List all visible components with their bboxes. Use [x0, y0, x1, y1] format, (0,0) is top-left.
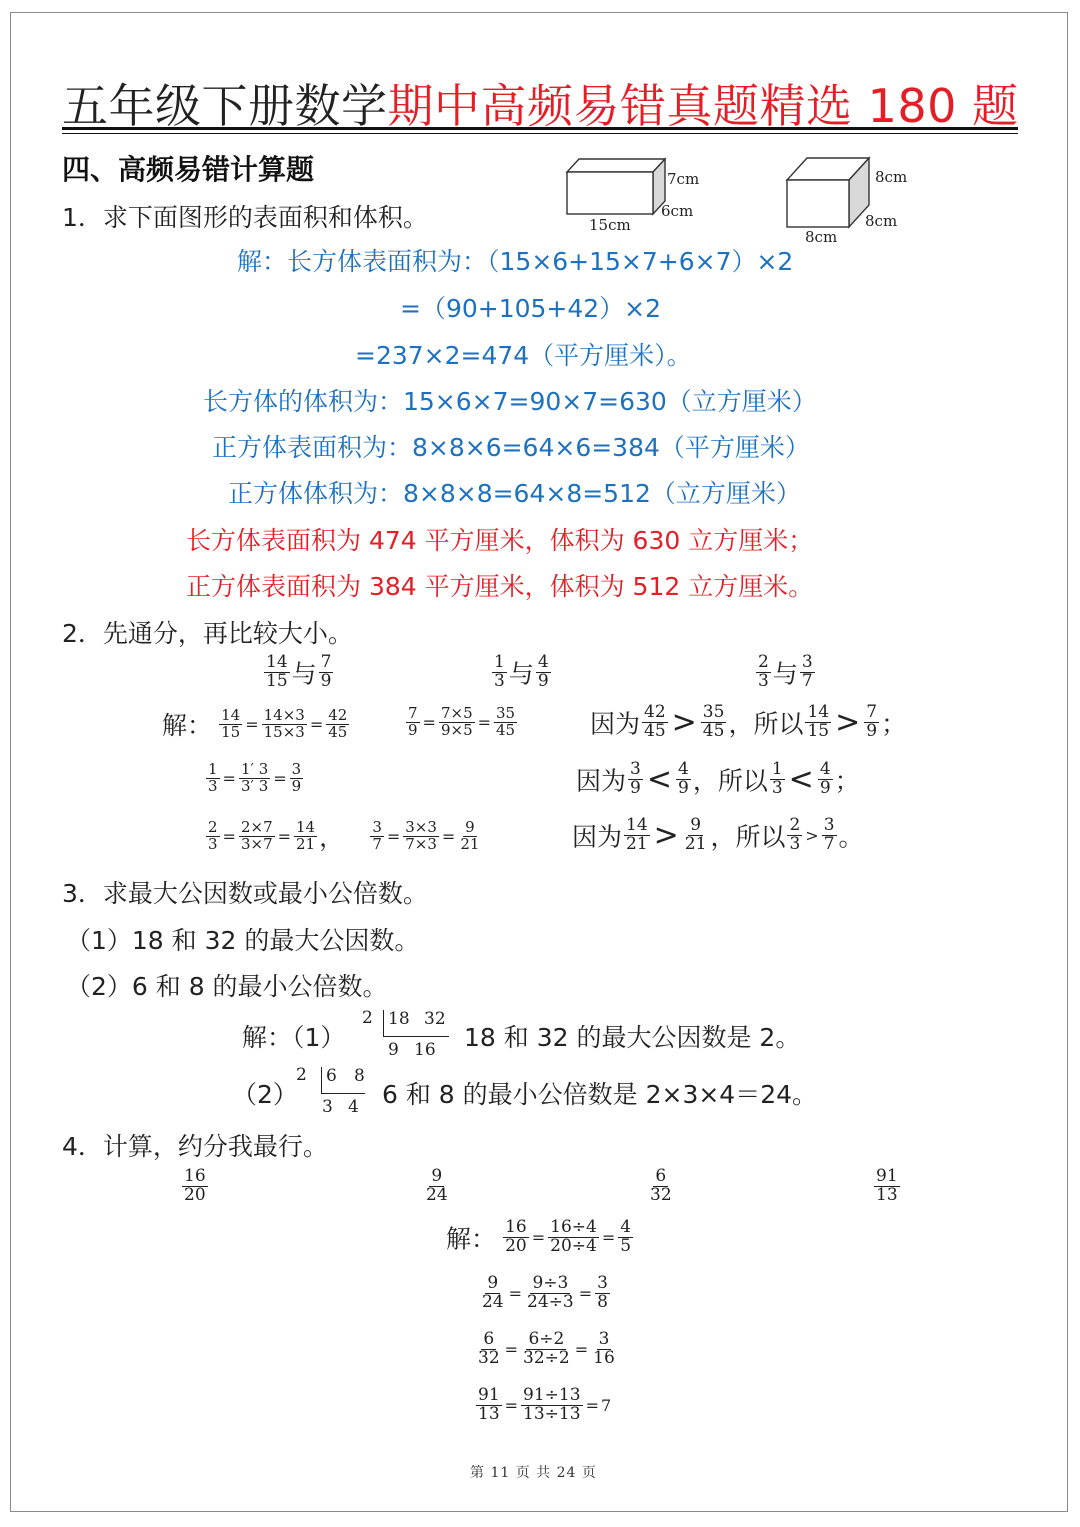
- q4-work-line-2: $\frac{9}{24}$ = $\frac{9\div 3}{24\div 3}$ = $\frac{3}{8}$: [482, 1273, 608, 1312]
- cuboid-length: 15cm: [589, 216, 631, 234]
- q1-figures: [555, 150, 925, 250]
- q2-work-line-1: 解： $\frac{14}{15}$ = $\frac{14\times 3}{15\times 3}$ = $\frac{42}{45}$: [162, 705, 348, 741]
- page-footer: 第 11 页 共 24 页: [470, 1465, 597, 1481]
- question-2: 2．先通分，再比较大小。: [62, 619, 353, 648]
- q4-fraction-4: $\frac{91}{13}$: [876, 1166, 898, 1205]
- q2-work-line-3: $\frac{1}{3}$ = $\frac{1' 3}{3' 3}$ = $\frac{3}{9}$: [208, 760, 302, 795]
- q2-pair-1: $\frac{14}{15}$ 与 $\frac{7}{9}$: [266, 652, 332, 691]
- q2-work-line-4: $\frac{2}{3}$ = $\frac{2\times 7}{3\times 7}$ = $\frac{14}{21}$ ， $\frac{3}{7}$ = $\frac{3\times 3}{7\times 3}$ = $\frac{9}{21}$: [208, 817, 480, 853]
- cuboid-width: 6cm: [661, 202, 694, 220]
- cube-length: 8cm: [805, 228, 838, 246]
- q4-fraction-2: $\frac{9}{24}$: [426, 1166, 448, 1205]
- q4-fraction-1: $\frac{16}{20}$: [184, 1166, 206, 1205]
- q3-answer-2: 6 和 8 的最小公倍数是 2×3×4＝24。: [382, 1080, 818, 1109]
- question-3-part-2: （2）6 和 8 的最小公倍数。: [66, 972, 388, 1001]
- q2-result-2: 因为 $\frac{3}{9}$ < $\frac{4}{9}$ ，所以 $\frac{1}{3}$ < $\frac{4}{9}$ ；: [576, 759, 860, 798]
- q1-solution-line-4: 长方体的体积为：15×6×7=90×7=630（立方厘米）: [203, 387, 817, 416]
- cuboid-height: 7cm: [667, 170, 700, 188]
- q1-answer-line-1: 长方体表面积为 474 平方厘米，体积为 630 立方厘米；: [186, 526, 814, 555]
- q1-solution-line-6: 正方体体积为：8×8×8=64×8=512（立方厘米）: [228, 479, 801, 508]
- q3-short-division-2: 2 6 8 3 4: [296, 1065, 365, 1117]
- q3-solution-label-1: 解：（1）: [242, 1023, 346, 1052]
- question-3: 3．求最大公因数或最小公倍数。: [62, 879, 428, 908]
- cube-figure: [787, 158, 869, 227]
- question-4: 4．计算，约分我最行。: [62, 1132, 328, 1161]
- q2-result-3: 因为 $\frac{14}{21}$ > $\frac{9}{21}$ ，所以 $\frac{2}{3}$ > $\frac{3}{7}$ 。: [572, 815, 864, 854]
- q1-solution-line-5: 正方体表面积为：8×8×6=64×6=384（平方厘米）: [212, 433, 810, 462]
- title-rule-thick: [62, 127, 1018, 130]
- q4-work-line-3: $\frac{6}{32}$ = $\frac{6\div 2}{32\div 2}$ = $\frac{3}{16}$: [478, 1329, 615, 1368]
- q2-result-1: 因为 $\frac{42}{45}$ > $\frac{35}{45}$ ，所以 $\frac{14}{15}$ > $\frac{7}{9}$ ；: [590, 702, 907, 741]
- q2-work-line-2: $\frac{7}{9}$ = $\frac{7\times 5}{9\times 5}$ = $\frac{35}{45}$: [408, 704, 516, 739]
- page-title: 五年级下册数学期中高频易错真题精选 180 题: [62, 79, 1019, 133]
- q1-solution-line-3: =237×2=474（平方厘米）。: [355, 341, 692, 370]
- question-1: 1．求下面图形的表面积和体积。: [62, 203, 428, 232]
- q4-work-line-1: 解： $\frac{16}{20}$ = $\frac{16\div 4}{20\div 4}$ = $\frac{4}{5}$: [446, 1217, 632, 1256]
- q4-work-line-4: $\frac{91}{13}$ = $\frac{91\div 13}{13\div 13}$ = 7: [478, 1385, 612, 1424]
- q1-solution-line-1: 解：长方体表面积为：（15×6+15×7+6×7）×2: [237, 247, 794, 276]
- cuboid-figure: [567, 159, 665, 214]
- q4-fraction-3: $\frac{6}{32}$: [650, 1166, 672, 1205]
- q1-answer-line-2: 正方体表面积为 384 平方厘米，体积为 512 立方厘米。: [186, 572, 814, 601]
- q2-pair-3: $\frac{2}{3}$ 与 $\frac{3}{7}$: [758, 652, 813, 691]
- q1-solution-line-2: =（90+105+42）×2: [400, 294, 662, 323]
- q3-solution-label-2: （2）: [232, 1080, 298, 1109]
- cube-width: 8cm: [865, 212, 898, 230]
- q2-pair-2: $\frac{1}{3}$ 与 $\frac{4}{9}$: [494, 652, 549, 691]
- cube-height: 8cm: [875, 168, 908, 186]
- question-3-part-1: （1）18 和 32 的最大公因数。: [66, 926, 420, 955]
- title-rule-thin: [62, 133, 1018, 134]
- section-heading: 四、高频易错计算题: [62, 153, 315, 186]
- q3-answer-1: 18 和 32 的最大公因数是 2。: [464, 1023, 801, 1052]
- q3-short-division-1: 2 18 32 9 16: [362, 1008, 452, 1060]
